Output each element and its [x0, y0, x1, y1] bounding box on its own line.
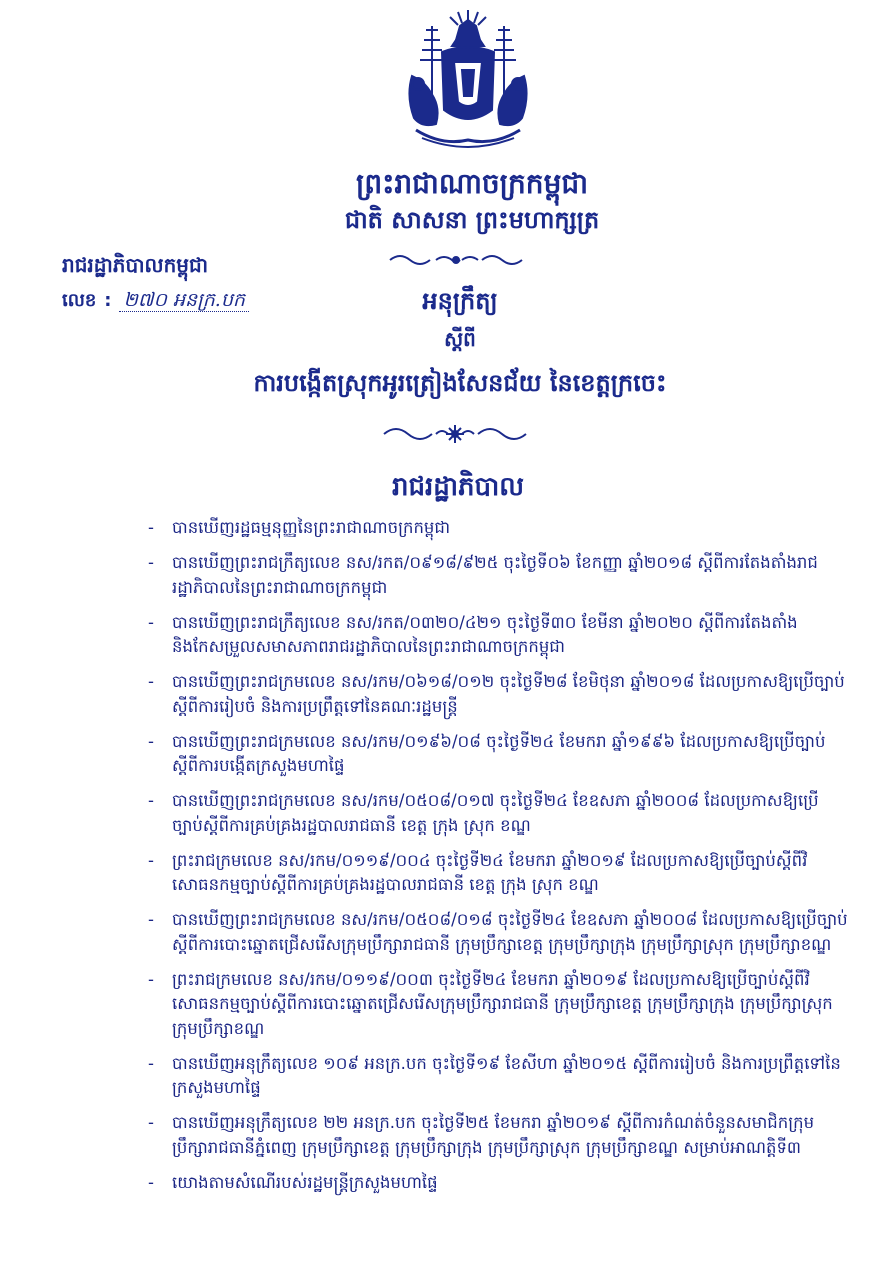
bullet: - — [148, 1053, 154, 1073]
section-heading: រាជរដ្ឋាភិបាល — [391, 472, 525, 502]
document-type: អនុក្រឹត្យ — [422, 287, 498, 315]
bullet: - — [148, 791, 154, 810]
list-item-text: បានឃើញព្រះរាជក្រឹត្យលេខ នស/រកត/០៣២០/៤២១ ចុះថ្ងៃទី៣០ ខែមីនា ឆ្នាំ២០២០ ស្តីពីការតែងតាំង និងកែសម្រួលសមាសភាពរាជរដ្ឋាភិបាលនៃព្រះរាជាណាចក្រកម្ពុជា — [172, 612, 798, 656]
list-item-text: បានឃើញព្រះរាជក្រមលេខ នស/រកម/០៥០៨/០១៨ ចុះថ្ងៃទី២៤ ខែឧសភា ឆ្នាំ២០០៨ ដែលប្រកាសឱ្យប្រើច្បាប់ស្តីពីការបោះឆ្នោតជ្រើសរើសក្រុមប្រឹក្សារាជធានី ក្រុមប្រឹក្សាខេត្ត ក្រុមប្រឹក្សាក្រុង ក្រុមប្រឹក្សាស្រុក ក្រុមប្រឹក្សាខណ្ឌ — [172, 910, 848, 954]
document-subject: ការបង្កើតស្រុកអូរត្រៀងសែនជ័យ នៃខេត្តក្រចេះ — [253, 369, 667, 397]
list-item — [148, 968, 848, 1042]
list-item — [148, 1171, 848, 1196]
list-item-text: បានឃើញព្រះរាជក្រឹត្យលេខ នស/រកត/០៩១៨/៩២៥ ចុះថ្ងៃទី០៦ ខែកញ្ញា ឆ្នាំ២០១៨ ស្តីពីការតែងតាំងរាជរដ្ឋាភិបាលនៃព្រះរាជាណាចក្រកម្ពុជា — [172, 553, 818, 597]
list-item-text: បានឃើញព្រះរាជក្រមលេខ នស/រកម/០៥០៨/០១៧ ចុះថ្ងៃទី២៤ ខែឧសភា ឆ្នាំ២០០៨ ដែលប្រកាសឱ្យប្រើច្បាប់ស្តីពីការគ្រប់គ្រងរដ្ឋបាលរាជធានី ខេត្ត ក្រុង ស្រុក ខណ្ឌ — [172, 791, 819, 835]
kingdom-name: ព្រះរាជាណាចក្រកម្ពុជា — [355, 167, 588, 200]
reference-number: ២៧០ អនក្រ.បក — [119, 289, 248, 312]
national-motto: ជាតិ សាសនា ព្រះមហាក្សត្រ — [344, 206, 600, 234]
list-item-text: បានឃើញអនុក្រឹត្យលេខ ២២ អនក្រ.បក ចុះថ្ងៃទី២៥ ខែមករា ឆ្នាំ២០១៩ ស្តីពីការកំណត់ចំនួនសមាជិកក្រុមប្រឹក្សារាជធានីភ្នំពេញ ក្រុមប្រឹក្សាខេត្ត ក្រុមប្រឹក្សាក្រុង ក្រុមប្រឹក្សាស្រុក ក្រុមប្រឹក្សាខណ្ឌ សម្រាប់អាណត្តិទី៣ — [172, 1113, 815, 1157]
list-item — [148, 908, 848, 957]
list-item — [148, 611, 848, 660]
list-item — [148, 1111, 848, 1160]
list-item-text: ព្រះរាជក្រមលេខ នស/រកម/០១១៩/០០៣ ចុះថ្ងៃទី២៤ ខែមករា ឆ្នាំ២០១៩ ដែលប្រកាសឱ្យប្រើច្បាប់ស្តីពីវិសោធនកម្មច្បាប់ស្តីពីការបោះឆ្នោតជ្រើសរើសក្រុមប្រឹក្សារាជធានី ក្រុមប្រឹក្សាខេត្ត ក្រុមប្រឹក្សាក្រុង ក្រុមប្រឹក្សាស្រុក ក្រុមប្រឹក្សាខណ្ឌ — [172, 969, 833, 1038]
royal-coat-of-arms-icon — [392, 6, 544, 156]
list-item-text: ព្រះរាជក្រមលេខ នស/រកម/០១១៩/០០៤ ចុះថ្ងៃទី២៤ ខែមករា ឆ្នាំ២០១៩ ដែលប្រកាសឱ្យប្រើច្បាប់ស្តីពីវិសោធនកម្មច្បាប់ស្តីពីការគ្រប់គ្រងរដ្ឋបាលរាជធានី ខេត្ត ក្រុង ស្រុក ខណ្ឌ — [172, 850, 808, 894]
bullet: - — [148, 731, 154, 751]
list-item — [148, 670, 848, 719]
scroll-ornament-icon — [380, 422, 530, 446]
bullet: - — [148, 1172, 154, 1192]
concerning-label: ស្តីពី — [444, 327, 476, 351]
bullet: - — [148, 518, 154, 537]
bullet: - — [148, 969, 154, 989]
list-item — [148, 1052, 848, 1101]
list-item-text: យោងតាមសំណើរបស់រដ្ឋមន្ត្រីក្រសួងមហាផ្ទៃ — [172, 1172, 438, 1192]
reference-label: លេខ — [62, 290, 97, 311]
list-item — [148, 789, 848, 838]
list-item — [148, 516, 848, 541]
scroll-ornament-icon — [386, 250, 526, 270]
bullet: - — [148, 612, 154, 632]
list-item — [148, 730, 848, 779]
bullet: - — [148, 1113, 154, 1132]
bullet: - — [148, 672, 154, 691]
bullet: - — [148, 553, 154, 572]
preamble-list — [148, 516, 848, 1206]
issuing-government: រាជរដ្ឋាភិបាលកម្ពុជា — [62, 253, 208, 277]
list-item-text: បានឃើញព្រះរាជក្រមលេខ នស/រកម/០១៩៦/០៨ ចុះថ្ងៃទី២៤ ខែមករា ឆ្នាំ១៩៩៦ ដែលប្រកាសឱ្យប្រើច្បាប់ស្តីពីការបង្កើតក្រសួងមហាផ្ទៃ — [172, 731, 826, 775]
bullet: - — [148, 910, 154, 929]
list-item — [148, 849, 848, 898]
list-item-text: បានឃើញរដ្ឋធម្មនុញ្ញនៃព្រះរាជាណាចក្រកម្ពុជា — [172, 518, 451, 537]
list-item — [148, 551, 848, 600]
list-item-text: បានឃើញអនុក្រឹត្យលេខ ១០៩ អនក្រ.បក ចុះថ្ងៃទី១៩ ខែសីហា ឆ្នាំ២០១៥ ស្តីពីការរៀបចំ និងការប្រព្រឹត្តទៅនៃក្រសួងមហាផ្ទៃ — [172, 1053, 841, 1097]
bullet: - — [148, 850, 154, 870]
list-item-text: បានឃើញព្រះរាជក្រមលេខ នស/រកម/០៦១៨/០១២ ចុះថ្ងៃទី២៨ ខែមិថុនា ឆ្នាំ២០១៨ ដែលប្រកាសឱ្យប្រើច្បាប់ស្តីពីការរៀបចំ និងការប្រព្រឹត្តទៅនៃគណៈរដ្ឋមន្ត្រី — [172, 672, 845, 716]
reference-line: លេខ : ២៧០ អនក្រ.បក — [62, 288, 249, 316]
